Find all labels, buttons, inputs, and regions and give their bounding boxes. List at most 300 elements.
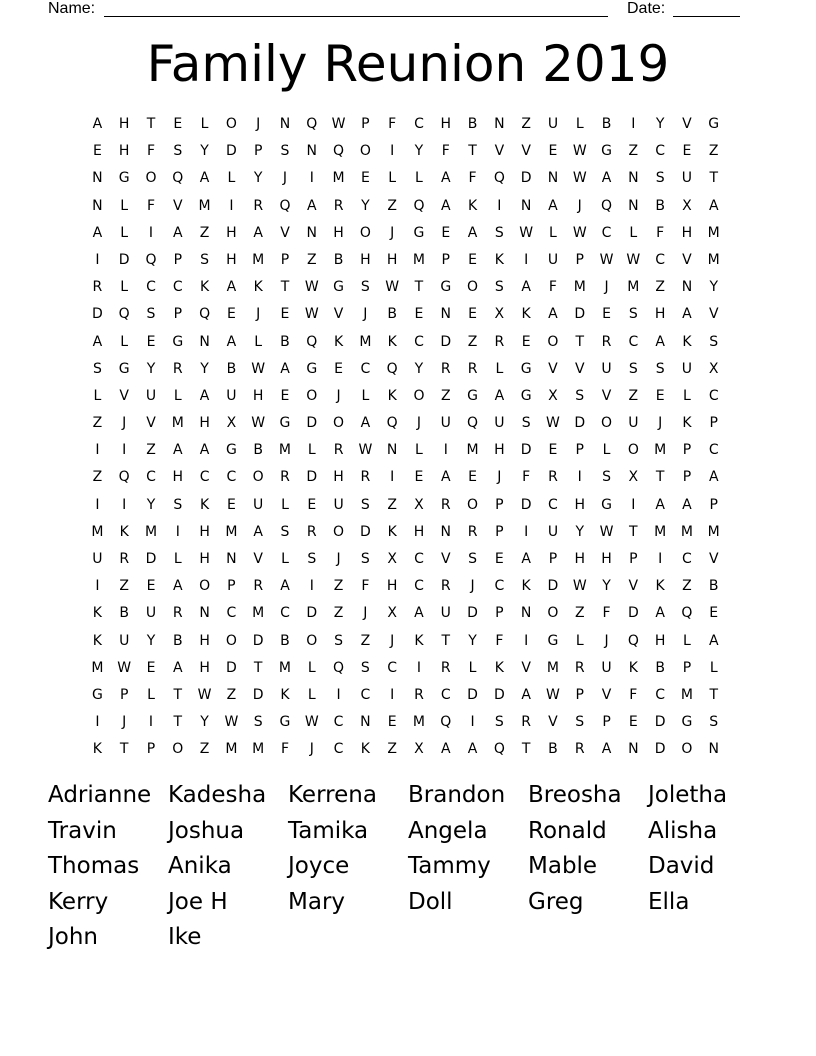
grid-cell: Q bbox=[279, 197, 291, 214]
grid-cell: L bbox=[254, 333, 263, 350]
grid-cell: L bbox=[120, 224, 129, 241]
grid-cell: Q bbox=[333, 143, 345, 160]
grid-cell: Z bbox=[333, 578, 344, 595]
grid-cell: P bbox=[146, 741, 156, 758]
grid-cell: I bbox=[336, 686, 341, 703]
grid-cell: E bbox=[146, 659, 156, 676]
grid-cell: E bbox=[414, 306, 424, 323]
grid-cell: P bbox=[495, 523, 504, 540]
grid-cell: A bbox=[226, 333, 237, 350]
grid-cell: C bbox=[414, 551, 424, 567]
grid-cell: A bbox=[655, 333, 665, 350]
grid-row bbox=[84, 600, 727, 627]
grid-cell: L bbox=[120, 333, 129, 350]
grid-cell: H bbox=[574, 496, 585, 513]
grid-cell: D bbox=[654, 741, 666, 758]
grid-cell: P bbox=[575, 686, 584, 703]
grid-cell: Q bbox=[386, 360, 398, 377]
grid-cell: W bbox=[599, 251, 614, 268]
grid-cell: H bbox=[681, 224, 693, 241]
grid-cell: J bbox=[363, 306, 368, 323]
grid-cell: W bbox=[572, 224, 587, 241]
grid-cell: S bbox=[494, 224, 504, 241]
word-list-item: Joyce bbox=[288, 853, 350, 879]
grid-cell: O bbox=[306, 387, 318, 404]
grid-cell: S bbox=[709, 333, 719, 350]
grid-cell: A bbox=[521, 279, 531, 296]
grid-cell: R bbox=[467, 360, 478, 377]
grid-cell: Z bbox=[92, 415, 103, 432]
grid-cell: Q bbox=[306, 333, 318, 350]
grid-cell: X bbox=[494, 306, 505, 323]
grid-cell: G bbox=[413, 224, 425, 241]
grid-cell: G bbox=[306, 360, 318, 377]
grid-cell: Q bbox=[493, 170, 505, 187]
grid-cell: Z bbox=[226, 686, 237, 703]
word-list-item: Brandon bbox=[408, 782, 506, 808]
grid-cell: A bbox=[655, 605, 665, 622]
grid-cell: E bbox=[682, 143, 692, 160]
grid-cell: E bbox=[307, 496, 317, 513]
grid-cell: N bbox=[628, 741, 639, 758]
grid-cell: C bbox=[601, 224, 612, 241]
grid-cell: S bbox=[280, 143, 290, 160]
grid-cell: W bbox=[304, 306, 319, 323]
grid-cell: C bbox=[387, 659, 398, 676]
grid-cell: R bbox=[574, 659, 585, 676]
grid-cell: X bbox=[414, 741, 424, 758]
grid-cell: O bbox=[547, 605, 559, 622]
grid-cell: M bbox=[225, 523, 238, 540]
grid-cell: Y bbox=[253, 170, 263, 187]
grid-cell: A bbox=[682, 306, 692, 323]
grid-cell: U bbox=[253, 496, 264, 513]
grid-cell: G bbox=[681, 714, 693, 731]
grid-cell: M bbox=[332, 170, 345, 187]
grid-cell: R bbox=[440, 659, 451, 676]
grid-cell: T bbox=[414, 279, 424, 296]
grid-cell: G bbox=[172, 333, 184, 350]
grid-cell: R bbox=[333, 197, 344, 214]
grid-cell: U bbox=[681, 170, 693, 187]
grid-cell: X bbox=[682, 197, 692, 214]
grid-cell: F bbox=[548, 279, 557, 296]
grid-cell: Q bbox=[467, 415, 479, 432]
grid-cell: M bbox=[412, 714, 425, 731]
grid-cell: E bbox=[709, 605, 719, 622]
grid-cell: P bbox=[682, 659, 692, 676]
grid-cell: P bbox=[548, 551, 558, 567]
grid-cell: A bbox=[494, 387, 505, 404]
grid-cell: K bbox=[494, 659, 504, 676]
grid-cell: L bbox=[307, 659, 316, 676]
grid-cell: K bbox=[92, 741, 102, 758]
grid-cell: S bbox=[173, 143, 183, 160]
grid-cell: N bbox=[547, 170, 559, 187]
grid-row bbox=[84, 437, 727, 464]
grid-cell: J bbox=[122, 415, 127, 432]
grid-cell: M bbox=[198, 197, 211, 214]
grid-cell: J bbox=[363, 605, 368, 622]
grid-cell: H bbox=[172, 469, 184, 486]
grid-cell: R bbox=[440, 360, 451, 377]
grid-cell: A bbox=[280, 360, 290, 377]
grid-cell: H bbox=[494, 442, 505, 459]
grid-cell: B bbox=[387, 306, 397, 323]
grid-cell: S bbox=[200, 251, 210, 268]
grid-cell: A bbox=[467, 741, 478, 758]
grid-cell: O bbox=[601, 415, 613, 432]
grid-cell: C bbox=[172, 279, 183, 296]
grid-cell: R bbox=[333, 442, 344, 459]
grid-cell: Y bbox=[655, 116, 665, 132]
grid-cell: V bbox=[521, 143, 531, 160]
grid-cell: F bbox=[280, 741, 289, 758]
grid-cell: H bbox=[226, 224, 237, 241]
grid-cell: A bbox=[173, 224, 183, 241]
grid-cell: U bbox=[333, 496, 344, 513]
grid-cell: T bbox=[173, 686, 183, 703]
grid-cell: W bbox=[197, 686, 212, 703]
grid-cell: M bbox=[252, 605, 265, 622]
grid-cell: K bbox=[92, 605, 102, 622]
grid-cell: U bbox=[440, 605, 451, 622]
grid-cell: U bbox=[145, 387, 157, 404]
grid-cell: V bbox=[333, 306, 344, 323]
grid-cell: E bbox=[146, 333, 156, 350]
grid-cell: L bbox=[147, 686, 155, 703]
grid-cell: I bbox=[631, 496, 636, 513]
grid-cell: A bbox=[682, 496, 692, 513]
grid-cell: V bbox=[708, 306, 719, 323]
grid-cell: X bbox=[414, 496, 424, 513]
grid-cell: Y bbox=[602, 578, 611, 595]
grid-cell: M bbox=[680, 686, 693, 703]
grid-cell: A bbox=[521, 686, 531, 703]
grid-cell: R bbox=[172, 605, 183, 622]
grid-cell: Y bbox=[200, 360, 209, 377]
grid-cell: M bbox=[654, 442, 667, 459]
grid-cell: F bbox=[629, 686, 638, 703]
grid-cell: F bbox=[441, 143, 450, 160]
grid-cell: S bbox=[360, 551, 370, 567]
grid-cell: N bbox=[279, 116, 291, 132]
grid-cell: K bbox=[360, 741, 370, 758]
grid-cell: F bbox=[495, 632, 504, 649]
grid-cell: S bbox=[360, 496, 370, 513]
grid-cell: S bbox=[360, 279, 370, 296]
grid-cell: W bbox=[385, 279, 400, 296]
grid-cell: L bbox=[307, 442, 316, 459]
grid-cell: F bbox=[388, 116, 397, 132]
grid-cell: J bbox=[497, 469, 502, 486]
grid-cell: M bbox=[225, 741, 238, 758]
grid-cell: I bbox=[148, 224, 154, 241]
grid-cell: N bbox=[708, 741, 719, 758]
grid-cell: Z bbox=[440, 387, 451, 404]
grid-row bbox=[84, 274, 727, 301]
grid-cell: D bbox=[467, 605, 478, 622]
grid-cell: F bbox=[522, 469, 531, 486]
grid-cell: L bbox=[93, 387, 102, 404]
grid-cell: H bbox=[601, 551, 612, 567]
grid-cell: N bbox=[306, 143, 318, 160]
grid-cell: W bbox=[331, 116, 346, 132]
grid-cell: A bbox=[655, 496, 665, 513]
grid-cell: S bbox=[628, 360, 638, 377]
grid-cell: P bbox=[173, 306, 183, 323]
grid-cell: Y bbox=[146, 360, 156, 377]
grid-cell: I bbox=[95, 442, 100, 459]
grid-cell: N bbox=[520, 197, 532, 214]
grid-cell: H bbox=[118, 116, 130, 132]
grid-cell: E bbox=[360, 170, 370, 187]
grid-cell: A bbox=[548, 306, 558, 323]
grid-cell: A bbox=[306, 197, 317, 214]
grid-cell: C bbox=[628, 333, 639, 350]
grid-cell: Y bbox=[709, 279, 718, 296]
grid-cell: K bbox=[521, 306, 531, 323]
grid-cell: M bbox=[278, 659, 292, 676]
grid-cell: N bbox=[306, 224, 318, 241]
header-row bbox=[0, 0, 816, 20]
letter-grid bbox=[84, 111, 727, 764]
grid-cell: N bbox=[440, 523, 451, 540]
grid-cell: D bbox=[306, 605, 318, 622]
grid-cell: C bbox=[333, 741, 344, 758]
grid-cell: E bbox=[226, 496, 236, 513]
grid-cell: H bbox=[654, 306, 666, 323]
grid-cell: V bbox=[440, 551, 451, 567]
grid-cell: A bbox=[199, 442, 210, 459]
grid-row bbox=[84, 709, 727, 736]
grid-cell: M bbox=[91, 523, 104, 540]
grid-cell: H bbox=[574, 551, 585, 567]
grid-cell: R bbox=[414, 686, 424, 703]
grid-cell: B bbox=[280, 333, 290, 350]
grid-cell: B bbox=[172, 632, 183, 649]
word-list-item: Greg bbox=[528, 888, 584, 915]
grid-cell: A bbox=[92, 116, 103, 132]
grid-cell: E bbox=[441, 224, 451, 241]
grid-cell: L bbox=[468, 659, 477, 676]
grid-cell: A bbox=[199, 170, 210, 187]
grid-cell: P bbox=[495, 605, 504, 622]
word-list-item: Ronald bbox=[528, 817, 607, 844]
grid-cell: Q bbox=[199, 306, 211, 323]
grid-cell: O bbox=[359, 224, 371, 241]
grid-cell: Y bbox=[200, 714, 209, 731]
grid-cell: X bbox=[387, 605, 397, 622]
grid-cell: A bbox=[440, 170, 451, 187]
grid-cell: G bbox=[520, 360, 532, 377]
grid-cell: A bbox=[708, 632, 719, 649]
word-list-item: Anika bbox=[168, 853, 232, 879]
grid-cell: D bbox=[654, 714, 666, 731]
grid-cell: B bbox=[467, 116, 478, 132]
grid-cell: B bbox=[119, 605, 129, 622]
grid-cell: K bbox=[253, 279, 263, 296]
grid-cell: D bbox=[359, 523, 371, 540]
word-list-item: Kerry bbox=[48, 888, 109, 915]
grid-cell: S bbox=[253, 714, 263, 731]
grid-cell: Q bbox=[386, 415, 398, 432]
grid-cell: R bbox=[253, 197, 264, 214]
grid-cell: H bbox=[360, 251, 371, 268]
grid-cell: Z bbox=[387, 496, 397, 513]
grid-cell: M bbox=[144, 523, 158, 540]
grid-cell: S bbox=[280, 523, 290, 540]
grid-cell: L bbox=[281, 551, 289, 567]
grid-cell: L bbox=[388, 170, 397, 187]
grid-cell: H bbox=[199, 523, 210, 540]
grid-cell: H bbox=[199, 551, 210, 567]
grid-cell: M bbox=[278, 442, 292, 459]
grid-cell: T bbox=[709, 686, 718, 703]
grid-cell: D bbox=[627, 605, 639, 622]
grid-cell: C bbox=[494, 578, 505, 595]
grid-cell: N bbox=[92, 197, 103, 214]
grid-cell: D bbox=[306, 415, 318, 432]
grid-cell: Z bbox=[119, 578, 129, 595]
grid-cell: J bbox=[416, 415, 422, 432]
grid-cell: M bbox=[546, 659, 559, 676]
grid-cell: O bbox=[199, 578, 211, 595]
grid-cell: R bbox=[92, 279, 103, 296]
grid-cell: A bbox=[253, 224, 263, 241]
grid-cell: M bbox=[627, 279, 640, 296]
grid-cell: L bbox=[549, 224, 557, 241]
grid-cell: K bbox=[521, 578, 531, 595]
grid-cell: D bbox=[520, 170, 532, 187]
grid-cell: J bbox=[390, 224, 395, 241]
grid-cell: J bbox=[390, 632, 395, 649]
grid-cell: I bbox=[390, 143, 395, 160]
grid-cell: S bbox=[494, 279, 504, 296]
grid-cell: U bbox=[547, 523, 559, 540]
grid-cell: C bbox=[548, 496, 558, 513]
grid-cell: L bbox=[281, 496, 289, 513]
word-list-item: Ike bbox=[168, 924, 202, 950]
grid-cell: O bbox=[306, 632, 318, 649]
grid-cell: K bbox=[655, 578, 665, 595]
grid-cell: L bbox=[200, 116, 209, 132]
grid-cell: C bbox=[414, 333, 424, 350]
grid-cell: A bbox=[92, 224, 103, 241]
grid-row bbox=[84, 464, 727, 491]
grid-cell: V bbox=[494, 143, 505, 160]
grid-cell: R bbox=[440, 496, 451, 513]
grid-cell: I bbox=[416, 659, 422, 676]
grid-cell: W bbox=[519, 224, 534, 241]
grid-cell: C bbox=[414, 578, 424, 595]
grid-cell: Z bbox=[574, 605, 585, 622]
grid-cell: V bbox=[574, 360, 585, 377]
grid-cell: N bbox=[628, 197, 639, 214]
grid-cell: A bbox=[414, 605, 424, 622]
grid-cell: Q bbox=[333, 659, 345, 676]
name-label: Name: bbox=[48, 0, 96, 17]
grid-cell: C bbox=[360, 686, 371, 703]
grid-cell: I bbox=[309, 578, 314, 595]
grid-cell: L bbox=[173, 551, 182, 567]
grid-cell: G bbox=[440, 279, 452, 296]
grid-cell: G bbox=[118, 360, 130, 377]
grid-cell: Z bbox=[333, 605, 344, 622]
word-list-item: Mary bbox=[288, 888, 346, 915]
grid-cell: J bbox=[282, 170, 288, 187]
word-list-item: Breosha bbox=[528, 782, 622, 808]
grid-cell: X bbox=[628, 469, 639, 486]
grid-cell: O bbox=[467, 279, 479, 296]
grid-cell: X bbox=[548, 387, 558, 404]
grid-cell: E bbox=[521, 333, 531, 350]
grid-cell: L bbox=[629, 224, 638, 241]
grid-cell: V bbox=[253, 551, 263, 567]
grid-cell: E bbox=[494, 551, 504, 567]
grid-cell: E bbox=[468, 469, 477, 486]
grid-cell: N bbox=[681, 279, 693, 296]
grid-cell: D bbox=[252, 686, 264, 703]
grid-cell: J bbox=[604, 632, 609, 649]
grid-cell: T bbox=[629, 523, 638, 540]
grid-cell: N bbox=[92, 170, 103, 187]
grid-cell: L bbox=[227, 170, 236, 187]
grid-cell: H bbox=[199, 632, 210, 649]
grid-cell: P bbox=[119, 686, 129, 703]
grid-cell: E bbox=[226, 306, 236, 323]
grid-cell: A bbox=[708, 197, 719, 214]
grid-cell: N bbox=[520, 605, 532, 622]
grid-cell: G bbox=[601, 143, 612, 160]
grid-cell: D bbox=[547, 578, 559, 595]
grid-cell: W bbox=[304, 714, 319, 731]
grid-row bbox=[84, 573, 727, 600]
grid-cell: Q bbox=[306, 116, 318, 132]
grid-cell: E bbox=[602, 306, 611, 323]
grid-cell: N bbox=[360, 714, 371, 731]
grid-cell: U bbox=[547, 251, 559, 268]
grid-cell: J bbox=[256, 306, 261, 323]
grid-cell: S bbox=[602, 469, 611, 486]
grid-cell: V bbox=[601, 387, 612, 404]
grid-cell: X bbox=[387, 551, 397, 567]
grid-cell: A bbox=[440, 197, 451, 214]
grid-cell: T bbox=[709, 170, 718, 187]
grid-cell: R bbox=[494, 333, 505, 350]
grid-cell: L bbox=[415, 170, 423, 187]
grid-cell: U bbox=[145, 605, 157, 622]
grid-cell: K bbox=[494, 251, 504, 268]
grid-cell: M bbox=[359, 333, 372, 350]
grid-cell: P bbox=[227, 578, 236, 595]
grid-cell: V bbox=[146, 415, 156, 432]
grid-row bbox=[84, 329, 727, 356]
grid-cell: W bbox=[358, 442, 373, 459]
grid-cell: P bbox=[682, 469, 692, 486]
grid-cell: J bbox=[336, 387, 341, 404]
grid-cell: K bbox=[92, 632, 102, 649]
grid-cell: I bbox=[524, 632, 529, 649]
grid-cell: A bbox=[360, 415, 371, 432]
grid-cell: O bbox=[627, 442, 639, 459]
grid-cell: E bbox=[173, 116, 183, 132]
grid-cell: O bbox=[467, 496, 479, 513]
grid-cell: I bbox=[497, 197, 502, 214]
grid-cell: S bbox=[575, 714, 585, 731]
grid-cell: H bbox=[199, 415, 210, 432]
grid-cell: V bbox=[173, 197, 183, 214]
